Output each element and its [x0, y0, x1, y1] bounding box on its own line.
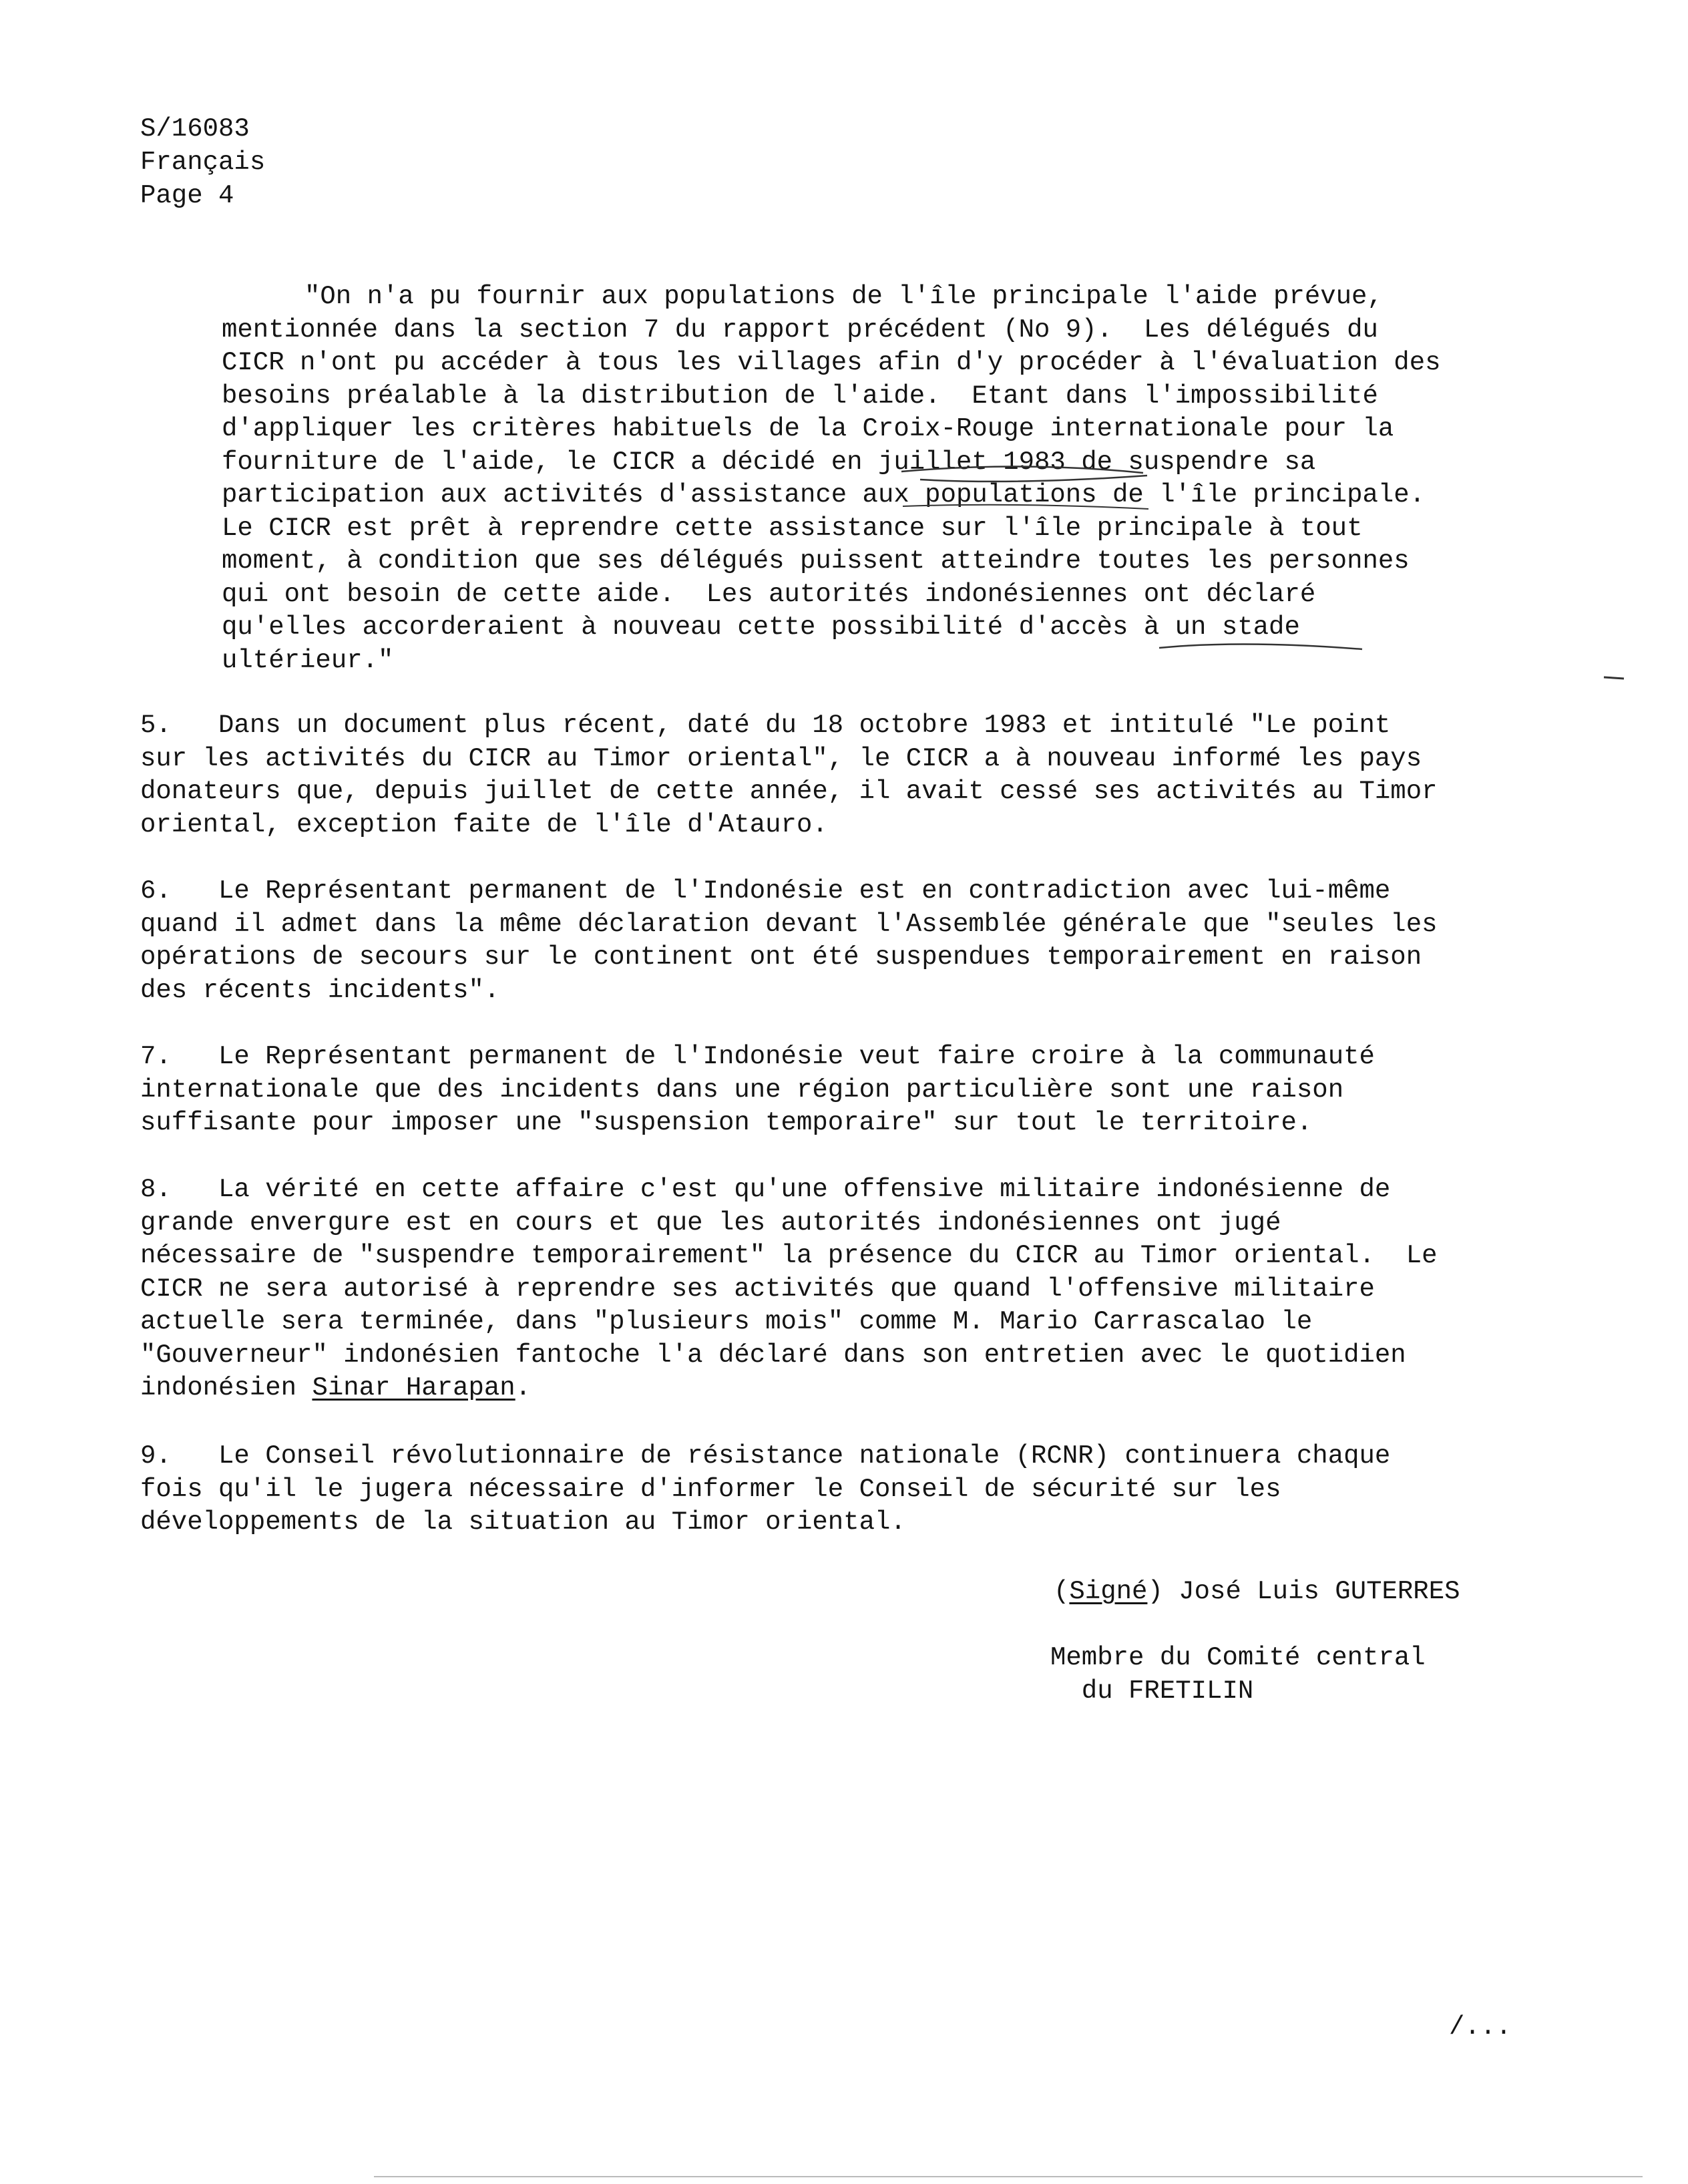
quote-line: qu'elles accorderaient à nouveau cette possibilité d'accès à un stade	[222, 612, 1300, 642]
quote-line: d'appliquer les critères habituels de la Croix-Rouge internationale pour la	[222, 414, 1394, 443]
scan-artifact-line	[374, 2176, 1643, 2177]
quote-line: fourniture de l'aide, le CICR a décidé en juillet 1983 de suspendre sa	[222, 447, 1316, 477]
paragraph-line: 9. Le Conseil révolutionnaire de résistance nationale (RCNR) continuera chaque	[140, 1441, 1391, 1471]
paragraph-last-line	[140, 1372, 1536, 1405]
document-header	[140, 112, 265, 212]
quote-line: qui ont besoin de cette aide. Les autorités indonésiennes ont déclaré	[222, 579, 1316, 609]
document-language: Français	[140, 148, 266, 177]
paragraph-line: quand il admet dans la même déclaration devant l'Assemblée générale que "seules les	[140, 909, 1438, 939]
icrc-quote	[222, 281, 1530, 677]
paragraph-5	[140, 709, 1536, 842]
quote-line: participation aux activités d'assistance aux populations de l'île principale.	[222, 480, 1426, 510]
paragraph-line: des récents incidents".	[140, 975, 500, 1005]
paragraph-line: "Gouverneur" indonésien fantoche l'a déclaré dans son entretien avec le quotidien	[140, 1340, 1406, 1370]
quote-line: besoins préalable à la distribution de l'aide. Etant dans l'impossibilité	[222, 381, 1378, 411]
last-line-prefix: indonésien	[140, 1373, 312, 1403]
paragraph-line: grande envergure est en cours et que les autorités indonésiennes ont jugé	[140, 1208, 1281, 1238]
signature-line	[1054, 1575, 1460, 1608]
signed-label: Signé	[1069, 1577, 1148, 1606]
document-symbol: S/16083	[140, 114, 250, 144]
paragraph-line: oriental, exception faite de l'île d'Atauro.	[140, 809, 828, 840]
paragraph-line: actuelle sera terminée, dans "plusieurs mois" comme M. Mario Carrascalao le	[140, 1307, 1313, 1336]
paragraph-line: 7. Le Représentant permanent de l'Indonésie veut faire croire à la communauté	[140, 1042, 1375, 1071]
signatory-name: José Luis GUTERRES	[1163, 1577, 1460, 1606]
quote-line: "On n'a pu fournir aux populations de l'île principale l'aide prévue,	[304, 282, 1383, 311]
paragraph-line: 5. Dans un document plus récent, daté du 18 octobre 1983 et intitulé "Le point	[140, 711, 1391, 740]
quote-line: moment, à condition que ses délégués puissent atteindre toutes les personnes	[222, 546, 1410, 576]
paragraph-7	[140, 1041, 1536, 1140]
paragraph-line: développements de la situation au Timor oriental.	[140, 1507, 906, 1537]
page-number: Page 4	[140, 181, 234, 210]
signatory-title-line: du FRETILIN	[1050, 1676, 1254, 1706]
paragraph-line: donateurs que, depuis juillet de cette année, il avait cessé ses activités au Timor	[140, 777, 1438, 806]
continuation-mark: /...	[1449, 2012, 1512, 2042]
signatory-title-line: Membre du Comité central	[1050, 1643, 1426, 1672]
quote-line: Le CICR est prêt à reprendre cette assistance sur l'île principale à tout	[222, 513, 1363, 543]
signed-open-paren: (	[1054, 1577, 1070, 1606]
paragraph-6	[140, 875, 1536, 1007]
paragraph-line: 8. La vérité en cette affaire c'est qu'une offensive militaire indonésienne de	[140, 1175, 1391, 1204]
paragraph-8	[140, 1173, 1536, 1405]
paragraph-line: 6. Le Représentant permanent de l'Indonésie est en contradiction avec lui-même	[140, 876, 1391, 906]
quote-line: ultérieur."	[222, 645, 394, 675]
margin-mark	[1604, 677, 1624, 679]
paragraph-line: nécessaire de "suspendre temporairement" la présence du CICR au Timor oriental. Le	[140, 1241, 1438, 1270]
signed-close-paren: )	[1147, 1577, 1163, 1606]
paragraph-line: sur les activités du CICR au Timor oriental", le CICR a à nouveau informé les pays	[140, 743, 1422, 773]
signatory-title	[1050, 1641, 1426, 1708]
last-line-suffix: .	[515, 1373, 532, 1403]
paragraph-line: suffisante pour imposer une "suspension temporaire" sur tout le territoire.	[140, 1108, 1313, 1137]
paragraph-9	[140, 1440, 1536, 1539]
paragraph-line: opérations de secours sur le continent ont été suspendues temporairement en raison	[140, 942, 1422, 972]
quote-line: mentionnée dans la section 7 du rapport précédent (No 9). Les délégués du	[222, 315, 1378, 345]
paragraph-line: internationale que des incidents dans une région particulière sont une raison	[140, 1075, 1344, 1105]
paragraph-line: CICR ne sera autorisé à reprendre ses activités que quand l'offensive militaire	[140, 1274, 1375, 1304]
newspaper-title: Sinar Harapan	[312, 1373, 515, 1403]
paragraph-line: fois qu'il le jugera nécessaire d'informer le Conseil de sécurité sur les	[140, 1474, 1281, 1504]
quote-line: CICR n'ont pu accéder à tous les villages afin d'y procéder à l'évaluation des	[222, 348, 1441, 377]
